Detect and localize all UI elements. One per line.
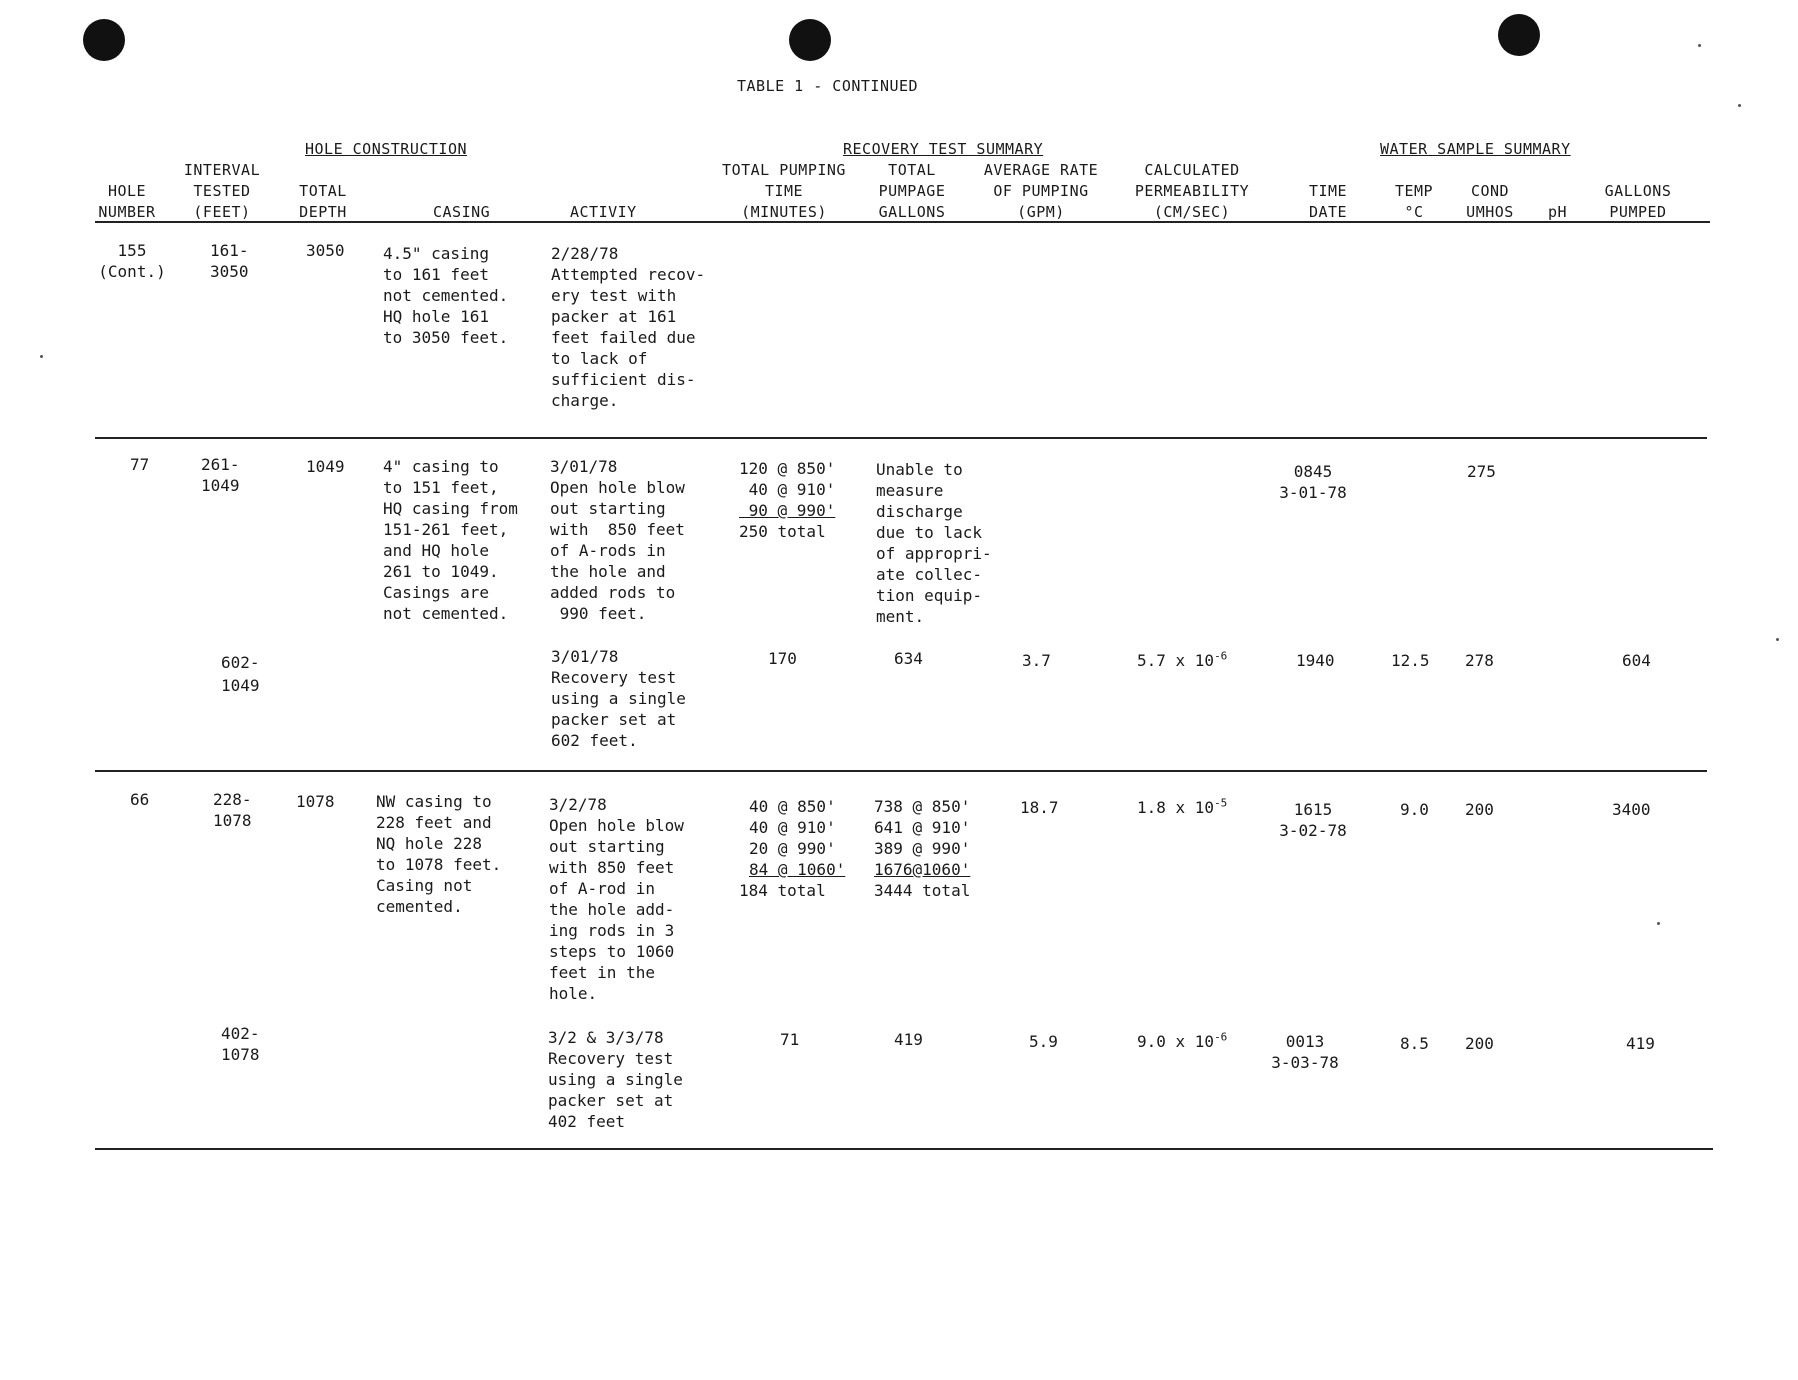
r66a-gallons-pumped: 3400 [1612, 800, 1651, 819]
r77b-permeability-base: 5.7 x 10 [1137, 651, 1215, 670]
r66a-activity: 3/2/78 Open hole blow out starting with 850 feet of A-rod in the hole add- ing rods in 3 steps to 1060 feet in the hole. [549, 795, 684, 1003]
header-total-pumpage: TOTAL PUMPAGE GALLONS [878, 161, 946, 221]
r77a-time-date: 0845 3-01-78 [1279, 462, 1347, 502]
r66b-time-date: 0013 3-03-78 [1271, 1032, 1339, 1072]
header-rule [95, 221, 1710, 223]
r66b-cond: 200 [1465, 1034, 1494, 1053]
punch-hole-left [83, 19, 125, 61]
r66b-permeability-exponent: -6 [1214, 1030, 1228, 1044]
r77b-cond: 278 [1465, 651, 1494, 670]
r66a-avg-rate: 18.7 [1020, 798, 1059, 817]
r77a-interval: 261- 1049 [201, 455, 240, 495]
scan-speck [1698, 44, 1701, 47]
r77a-pump-time-1: 120 @ 850' [739, 459, 836, 478]
r66a-pumpage-2: 641 @ 910' [874, 818, 971, 837]
r66a-permeability-base: 1.8 x 10 [1137, 798, 1215, 817]
group-hole-construction: HOLE CONSTRUCTION [305, 140, 468, 158]
r77b-time-date: 1940 [1296, 651, 1335, 670]
r77a-pump-time-total: 250 total [739, 522, 826, 541]
r66a-pump-time-4: 84 @ 1060' [749, 860, 846, 879]
r66a-temp: 9.0 [1400, 800, 1429, 819]
header-temp: TEMP °C [1394, 182, 1434, 221]
header-ph: pH [1548, 203, 1568, 221]
scan-speck [1738, 104, 1741, 107]
r77b-temp: 12.5 [1391, 651, 1430, 670]
r155-casing: 4.5" casing to 161 feet not cemented. HQ hole 161 to 3050 feet. [383, 244, 509, 347]
r66a-pump-time-2: 40 @ 910' [749, 818, 836, 837]
r77b-activity: 3/01/78 Recovery test using a single packer set at 602 feet. [551, 647, 686, 750]
r77b-gallons-pumped: 604 [1622, 651, 1651, 670]
r66a-casing: NW casing to 228 feet and NQ hole 228 to 1078 feet. Casing not cemented. [376, 792, 502, 916]
r77a-casing: 4" casing to to 151 feet, HQ casing from 151-261 feet, and HQ hole 261 to 1049. Casings are not cemented. [383, 457, 518, 623]
punch-hole-center [789, 19, 831, 61]
header-cond: COND UMHOS [1466, 182, 1514, 221]
header-casing: CASING [433, 203, 491, 221]
row-divider [95, 770, 1707, 772]
header-pumping-time: TOTAL PUMPING TIME (MINUTES) [722, 161, 846, 221]
r66a-permeability-exponent: -5 [1214, 796, 1228, 810]
header-total-depth: TOTAL DEPTH [299, 182, 347, 221]
r66b-temp: 8.5 [1400, 1034, 1429, 1053]
r66a-pumpage-3: 389 @ 990' [874, 839, 971, 858]
r155-activity: 2/28/78 Attempted recov- ery test with packer at 161 feet failed due to lack of sufficient dis- charge. [551, 244, 706, 410]
scan-speck [1657, 922, 1660, 925]
r77a-total-depth: 1049 [306, 457, 345, 476]
r155-hole-number: 155 (Cont.) [98, 241, 166, 281]
r66b-pumpage: 419 [894, 1030, 923, 1049]
r66b-avg-rate: 5.9 [1029, 1032, 1058, 1051]
r77b-permeability [1137, 650, 1227, 671]
r77a-hole-number: 77 [130, 455, 150, 474]
scan-speck [40, 355, 43, 358]
header-interval-tested: INTERVAL TESTED (FEET) [183, 161, 261, 221]
r66a-pumpage-1: 738 @ 850' [874, 797, 971, 816]
r66a-pumpage-4: 1676@1060' [874, 860, 971, 879]
r77a-cond: 275 [1467, 462, 1496, 481]
r77b-avg-rate: 3.7 [1022, 651, 1051, 670]
header-average-rate: AVERAGE RATE OF PUMPING (GPM) [983, 161, 1099, 221]
header-hole-number: HOLE NUMBER [98, 182, 156, 221]
r77b-pump-time: 170 [768, 649, 797, 668]
r77a-pump-time-2: 40 @ 910' [739, 480, 836, 499]
r77a-pumpage: Unable to measure discharge due to lack of appropri- ate collec- tion equip- ment. [876, 460, 992, 626]
table-title: TABLE 1 - CONTINUED [737, 77, 919, 95]
r155-interval: 161- 3050 [210, 241, 249, 281]
r66a-pump-time-1: 40 @ 850' [749, 797, 836, 816]
table-bottom-rule [95, 1148, 1713, 1150]
r66b-interval: 402- 1078 [221, 1024, 260, 1064]
r77a-pump-time-3: 90 @ 990' [739, 501, 836, 520]
header-time-date: TIME DATE [1308, 182, 1348, 221]
r66b-activity: 3/2 & 3/3/78 Recovery test using a single packer set at 402 feet [548, 1028, 683, 1131]
r66b-permeability-base: 9.0 x 10 [1137, 1032, 1215, 1051]
punch-hole-right [1498, 14, 1540, 56]
r77b-permeability-exponent: -6 [1214, 649, 1228, 663]
r66a-permeability [1137, 797, 1227, 818]
r66a-pumpage-total: 3444 total [874, 881, 971, 900]
r66a-cond: 200 [1465, 800, 1494, 819]
header-gallons-pumped: GALLONS PUMPED [1604, 182, 1672, 221]
r66a-pump-time-3: 20 @ 990' [749, 839, 836, 858]
header-activity: ACTIVIY [570, 203, 637, 221]
r66a-interval: 228- 1078 [213, 790, 252, 830]
scan-speck [1776, 638, 1779, 641]
r66b-pump-time: 71 [780, 1030, 800, 1049]
r66b-gallons-pumped: 419 [1626, 1034, 1655, 1053]
r77b-interval: 602- 1049 [221, 653, 260, 695]
r66a-total-depth: 1078 [296, 792, 335, 811]
group-recovery-test-summary: RECOVERY TEST SUMMARY [843, 140, 1044, 158]
r66a-pump-time-total: 184 total [739, 881, 826, 900]
r77b-pumpage: 634 [894, 649, 923, 668]
r66a-time-date: 1615 3-02-78 [1279, 800, 1347, 840]
r66b-permeability [1137, 1031, 1227, 1052]
r77a-activity: 3/01/78 Open hole blow out starting with 850 feet of A-rods in the hole and added rods to 990 feet. [550, 457, 685, 623]
row-divider [95, 437, 1707, 439]
r155-total-depth: 3050 [306, 241, 345, 260]
group-water-sample-summary: WATER SAMPLE SUMMARY [1380, 140, 1571, 158]
r66a-hole-number: 66 [130, 790, 150, 809]
header-permeability: CALCULATED PERMEABILITY (CM/SEC) [1134, 161, 1250, 221]
